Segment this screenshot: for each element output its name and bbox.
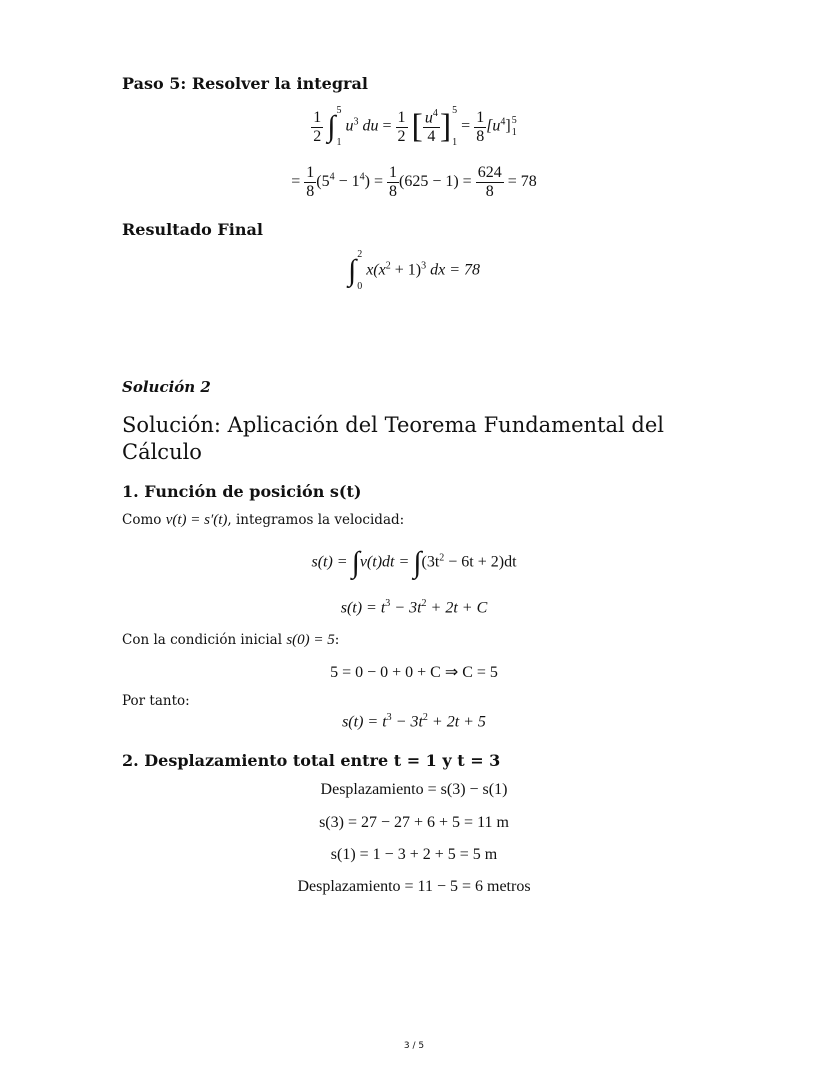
- solution-2-label: Solución 2: [122, 378, 211, 396]
- integral-sign: ∫: [327, 110, 336, 143]
- final-result-heading: Resultado Final: [122, 220, 263, 239]
- step5-equation-2: = $\frac{1}{8}$ $(5^4 - 1^4)$ = $\frac{1}{8}$ (625 − 1) = $\frac{624}{8}$ = 78: [291, 164, 537, 200]
- section2-heading: 2. Desplazamiento total entre t = 1 y t = 3: [122, 751, 501, 770]
- displacement-line-4: Desplazamiento = 11 − 5 = 6 metros: [297, 878, 531, 895]
- displacement-line-3: s(1) = 1 − 3 + 2 + 5 = 5 m: [330, 846, 498, 863]
- section1-intro: Como v(t) = s′(t), integramos la velocidad:: [122, 512, 405, 528]
- fraction-half: $\frac{1}{2}$: [313, 108, 322, 145]
- displacement-line-2: s(3) = 27 − 27 + 6 + 5 = 11 m: [319, 814, 509, 831]
- therefore-text: Por tanto:: [122, 693, 190, 709]
- step5-heading: Paso 5: Resolver la integral: [122, 74, 368, 93]
- displacement-line-1: Desplazamiento = s(3) − s(1): [320, 781, 508, 798]
- solution-2-title: Solución: Aplicación del Teorema Fundamental del Cálculo: [122, 413, 664, 464]
- fraction-u4-over-4: $\frac{u^4}{4}$: [424, 108, 438, 146]
- fraction-eighth: $\frac{1}{8}$: [476, 108, 485, 145]
- section1-heading: 1. Función de posición s(t): [122, 482, 362, 501]
- equation-constant: 5 = 0 − 0 + 0 + C ⇒ C = 5: [330, 664, 498, 681]
- step5-equation-1: $\frac{1}{2}$ ∫ 5 1 $u^3$ du = $\frac{1}{2}$ [ $\frac{u^4}{4}$ ] 5 1 = $\frac{1}{8}$ $[u^4]$ 5 1: [313, 105, 517, 148]
- fraction-half-2: $\frac{1}{2}$: [397, 108, 406, 145]
- page-number: 3 / 5: [403, 1041, 425, 1051]
- equation-position-final: $s(t) = t^3 - 3t^2 + 2t + 5$: [342, 712, 486, 731]
- equation-position-general: $s(t) = t^3 - 3t^2 + 2t + C$: [340, 598, 488, 617]
- equation-position-integral: $s(t) = \int v(t)dt = \int(3t^2 - 6t + 2)dt$: [311, 546, 517, 579]
- final-result-equation: ∫ 2 0 $x(x^2 + 1)^3$ dx = 78: [347, 249, 480, 292]
- initial-condition-text: Con la condición inicial s(0) = 5:: [122, 632, 340, 648]
- integral-limits: 5 1: [336, 105, 342, 148]
